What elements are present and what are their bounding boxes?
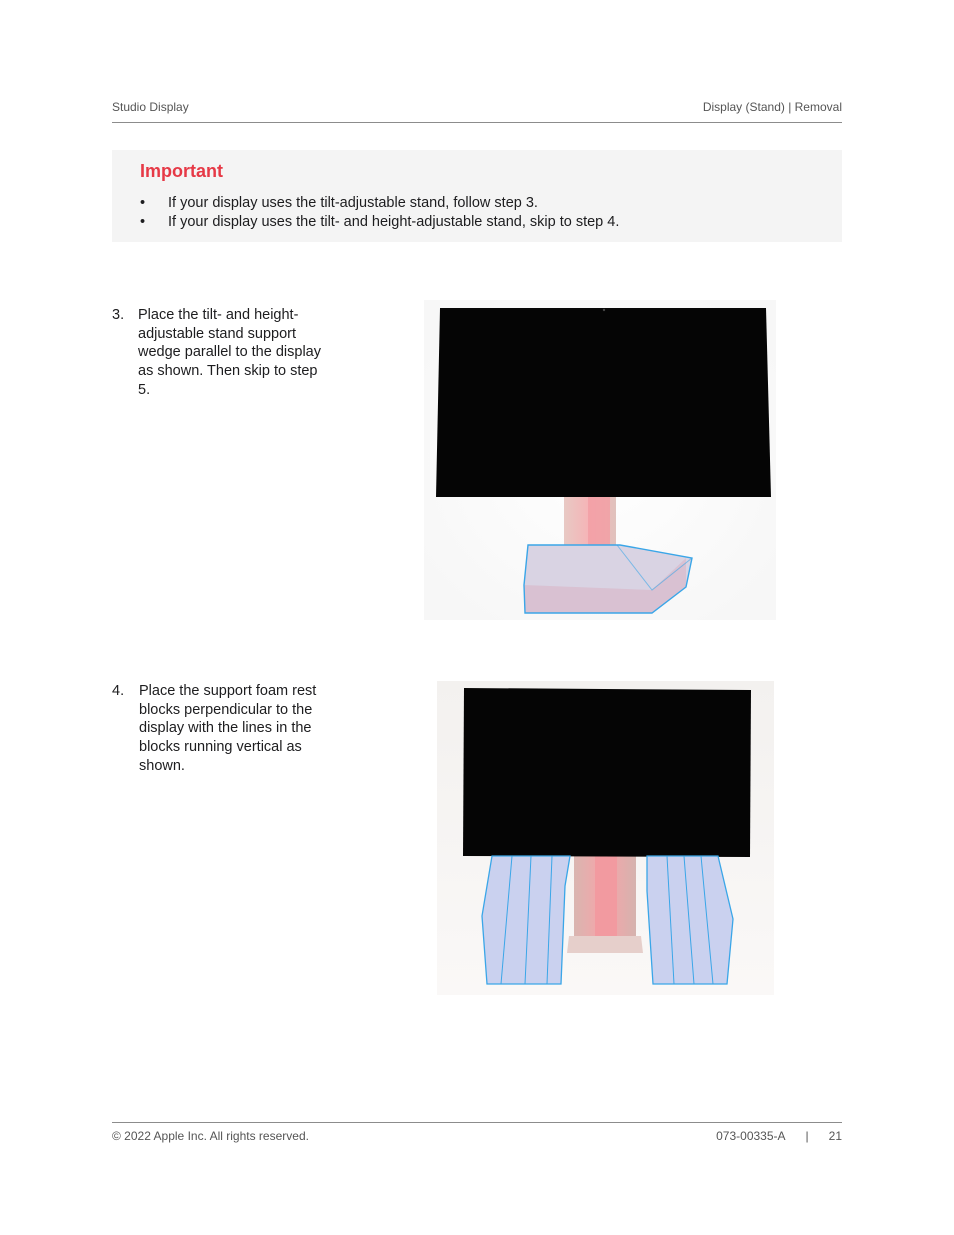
photo-wedge-support: [424, 300, 776, 620]
stand-highlight: [588, 490, 610, 550]
important-list: [140, 194, 619, 232]
important-title: Important: [140, 161, 223, 181]
footer-divider: [112, 1122, 842, 1123]
footer-doc-id: 073-00335-A: [716, 1129, 786, 1143]
header-divider: [112, 122, 842, 123]
display-screen: [436, 308, 771, 497]
stand-base: [567, 936, 643, 953]
footer-separator: |: [805, 1129, 809, 1143]
step-number: 4.: [112, 683, 125, 699]
display-screen: [463, 688, 751, 857]
footer-copyright: © 2022 Apple Inc. All rights reserved.: [112, 1129, 309, 1143]
header-section-title: Display (Stand) | Removal: [702, 100, 842, 114]
stand-highlight: [595, 856, 617, 938]
camera-icon: [603, 309, 605, 311]
step-number: 3.: [112, 307, 125, 323]
important-list-item: [140, 194, 619, 213]
step-text: Place the support foam rest blocks perpendicular to the display with the lines in the blocks running vertical as shown.: [139, 683, 317, 774]
important-callout: [112, 150, 842, 242]
bullet-icon: •: [140, 195, 146, 211]
header-product-name: Studio Display: [112, 100, 189, 114]
foam-block-right: [647, 856, 733, 984]
bullet-icon: •: [140, 214, 146, 230]
important-bullet-text: If your display uses the tilt- and height-adjustable stand, skip to step 4.: [168, 214, 620, 230]
photo-foam-blocks: [437, 681, 774, 995]
step-text: Place the tilt- and height-adjustable stand support wedge parallel to the display as shown. Then skip to step 5.: [138, 307, 321, 398]
footer-info: [716, 1129, 842, 1143]
important-bullet-text: If your display uses the tilt-adjustable stand, follow step 3.: [168, 195, 538, 211]
important-list-item: [140, 213, 619, 232]
footer-page-number: 21: [828, 1129, 842, 1143]
